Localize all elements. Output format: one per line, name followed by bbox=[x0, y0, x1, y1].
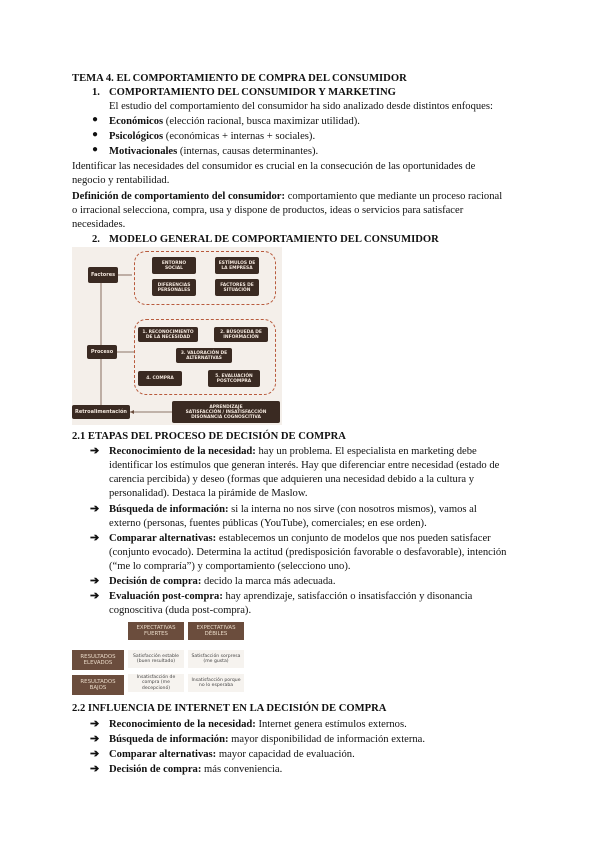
definition-line: o irracional selecciona, compra, usa y dispone de productos, ideas o servicios para satisfacer bbox=[72, 205, 464, 216]
process-step: 1. RECONOCIMIENTO DE LA NECESIDAD bbox=[138, 327, 198, 342]
consumer-behavior-model-diagram bbox=[72, 247, 282, 425]
paragraph-line: Identificar las necesidades del consumidor es crucial en la consecución de las oportunidades de bbox=[72, 161, 476, 172]
list-item: Reconocimiento de la necesidad: Internet genera estímulos externos. bbox=[109, 719, 407, 730]
table-cell: Satisfacción estable (buen resultado) bbox=[128, 650, 184, 668]
arrow-right-icon: ➔ bbox=[90, 733, 100, 745]
factor-box: ESTÍMULOS DE LA EMPRESA bbox=[215, 257, 259, 274]
retroalimentacion-label: Retroalimentación bbox=[72, 405, 130, 419]
table-header: EXPECTATIVAS FUERTES bbox=[128, 622, 184, 640]
factores-label: Factores bbox=[88, 267, 118, 283]
list-item: Evaluación post-compra: hay aprendizaje, satisfacción o insatisfacción y disonancia bbox=[109, 591, 473, 602]
arrow-right-icon: ➔ bbox=[90, 763, 100, 775]
arrow-right-icon: ➔ bbox=[90, 532, 100, 544]
process-step: 4. COMPRA bbox=[138, 371, 182, 386]
list-item-continuation: (“me lo compraría”) y comportamiento (selecciono uno). bbox=[109, 561, 351, 572]
list-item: Búsqueda de información: mayor disponibilidad de información externa. bbox=[109, 734, 426, 745]
list-item: Psicológicos (económicas + internas + sociales). bbox=[109, 131, 316, 142]
list-item: Reconocimiento de la necesidad: hay un problema. El especialista en marketing debe bbox=[109, 446, 477, 457]
feedback-item: APRENDIZAJE bbox=[209, 404, 243, 410]
table-row-header: RESULTADOS ELEVADOS bbox=[72, 650, 124, 670]
definition-line: Definición de comportamiento del consumidor: comportamiento que mediante un proceso racional bbox=[72, 191, 503, 202]
section-2-number: 2. bbox=[92, 234, 100, 245]
factor-box: DIFERENCIAS PERSONALES bbox=[152, 279, 196, 296]
paragraph-line: negocio y rentabilidad. bbox=[72, 175, 170, 186]
list-item: Búsqueda de información: si la interna no nos sirve (con nosotros mismos), vamos al bbox=[109, 504, 477, 515]
process-step: 3. VALORACIÓN DE ALTERNATIVAS bbox=[176, 348, 232, 363]
arrow-right-icon: ➔ bbox=[90, 590, 100, 602]
section-1-heading: COMPORTAMIENTO DEL CONSUMIDOR Y MARKETING bbox=[109, 87, 396, 98]
arrow-right-icon: ➔ bbox=[90, 503, 100, 515]
list-item-continuation: (conjunto evocado). Determina la actitud (predisposición favorable o desfavorable), intención bbox=[109, 547, 507, 558]
arrow-right-icon: ➔ bbox=[90, 748, 100, 760]
arrow-right-icon: ➔ bbox=[90, 575, 100, 587]
list-item: Comparar alternativas: mayor capacidad de evaluación. bbox=[109, 749, 355, 760]
factor-box: FACTORES DE SITUACIÓN bbox=[215, 279, 259, 296]
list-item-continuation: carencia percibida) y deseo (formas que adquieren una necesidad debido a la cultura y bbox=[109, 474, 475, 485]
list-item: Económicos (elección racional, busca maximizar utilidad). bbox=[109, 116, 360, 127]
table-cell: Satisfacción sorpresa (me gusta) bbox=[188, 650, 244, 668]
bullet-icon: ● bbox=[92, 129, 99, 140]
list-item: Motivacionales (internas, causas determinantes). bbox=[109, 146, 319, 157]
section-2-heading: MODELO GENERAL DE COMPORTAMIENTO DEL CONSUMIDOR bbox=[109, 234, 439, 245]
section-2-1-heading: 2.1 ETAPAS DEL PROCESO DE DECISIÓN DE COMPRA bbox=[72, 431, 346, 442]
list-item-continuation: personalidad). Destaca la pirámide de Maslow. bbox=[109, 488, 308, 499]
feedback-item: DISONANCIA COGNOSCITIVA bbox=[191, 414, 261, 420]
list-item-continuation: identificar los estímulos que generan interés. Hay que diferenciar entre necesidad (estado de bbox=[109, 460, 500, 471]
definition-line: necesidades. bbox=[72, 219, 126, 230]
feedback-item: SATISFACCIÓN / INSATISFACCIÓN bbox=[185, 409, 267, 415]
table-header: EXPECTATIVAS DÉBILES bbox=[188, 622, 244, 640]
process-step: 2. BÚSQUEDA DE INFORMACIÓN bbox=[214, 327, 268, 342]
section-1-number: 1. bbox=[92, 87, 100, 98]
list-item-continuation: externo (personas, fuentes públicas (YouTube), comerciales; en ese orden). bbox=[109, 518, 427, 529]
list-item: Decisión de compra: decido la marca más adecuada. bbox=[109, 576, 336, 587]
bullet-icon: ● bbox=[92, 144, 99, 155]
page-title: TEMA 4. EL COMPORTAMIENTO DE COMPRA DEL CONSUMIDOR bbox=[72, 73, 407, 84]
factor-box: ENTORNO SOCIAL bbox=[152, 257, 196, 274]
list-item: Decisión de compra: más conveniencia. bbox=[109, 764, 283, 775]
list-item: Comparar alternativas: establecemos un conjunto de modelos que nos pueden satisfacer bbox=[109, 533, 491, 544]
process-step: 5. EVALUACIÓN POSTCOMPRA bbox=[208, 370, 260, 387]
expectations-results-table bbox=[72, 620, 250, 696]
arrow-right-icon: ➔ bbox=[90, 445, 100, 457]
table-cell: Insatisfacción de compra (me decepcionó) bbox=[128, 674, 184, 692]
bullet-icon: ● bbox=[92, 114, 99, 125]
list-item-continuation: cognoscitiva (duda post-compra). bbox=[109, 605, 252, 616]
table-row-header: RESULTADOS BAJOS bbox=[72, 675, 124, 695]
arrow-right-icon: ➔ bbox=[90, 718, 100, 730]
section-2-2-heading: 2.2 INFLUENCIA DE INTERNET EN LA DECISIÓN DE COMPRA bbox=[72, 703, 387, 714]
feedback-box bbox=[172, 401, 280, 423]
section-1-intro: El estudio del comportamiento del consumidor ha sido analizado desde distintos enfoques: bbox=[109, 101, 493, 112]
table-cell: Insatisfacción porque no lo esperaba bbox=[188, 674, 244, 692]
proceso-label: Proceso bbox=[87, 345, 117, 359]
